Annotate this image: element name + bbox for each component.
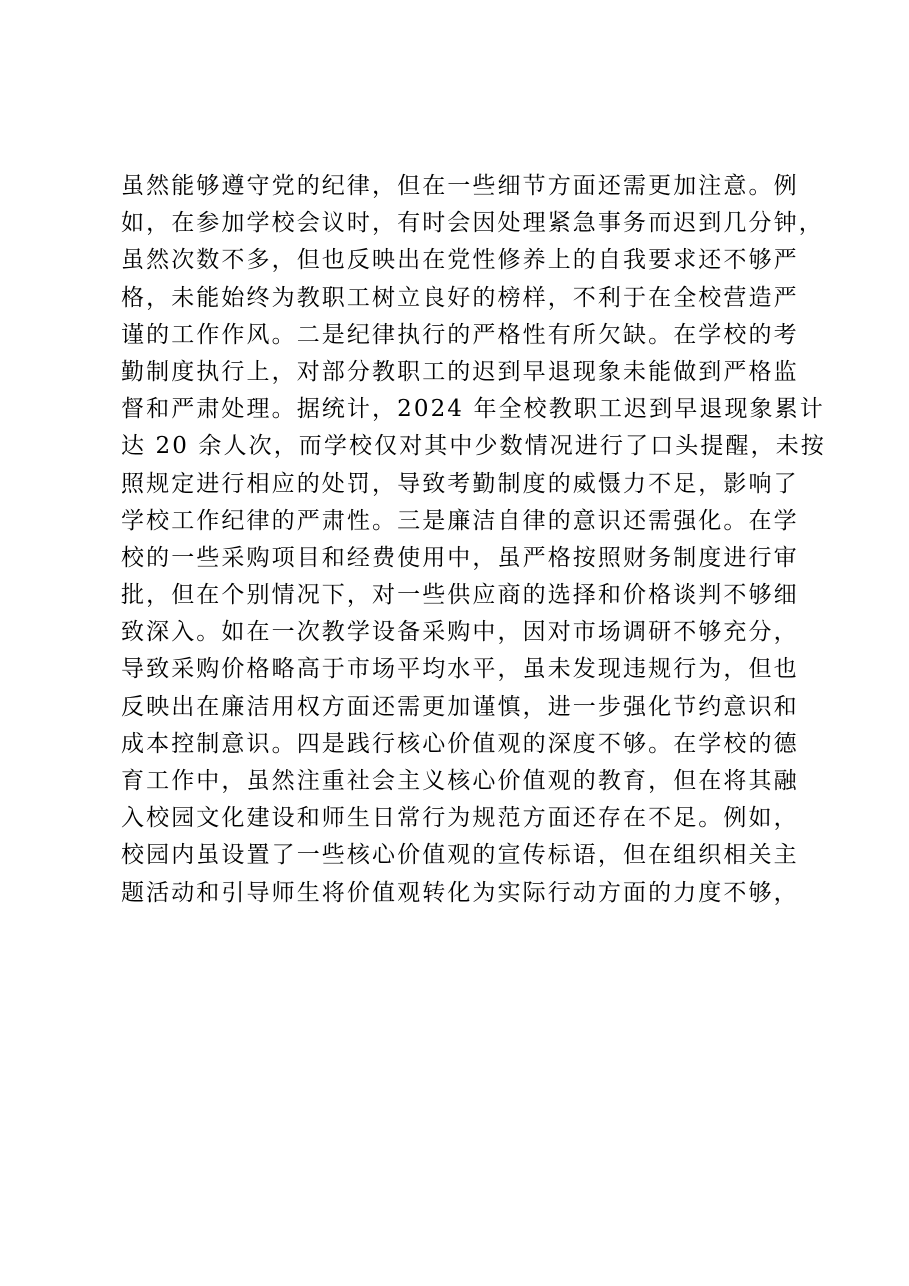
text-line: 督和严肃处理。据统计，2024 年全校教职工迟到早退现象累计 bbox=[121, 396, 825, 423]
text-line: 批，但在个别情况下，对一些供应商的选择和价格谈判不够细 bbox=[121, 582, 799, 609]
text-line: 入校园文化建设和师生日常行为规范方面还存在不足。例如， bbox=[121, 805, 799, 832]
text-line: 达 20 余人次，而学校仅对其中少数情况进行了口头提醒，未按 bbox=[121, 433, 826, 460]
text-line: 谨的工作作风。二是纪律执行的严格性有所欠缺。在学校的考 bbox=[121, 321, 799, 348]
text-line: 题活动和引导师生将价值观转化为实际行动方面的力度不够， bbox=[121, 879, 799, 906]
text-line: 勤制度执行上，对部分教职工的迟到早退现象未能做到严格监 bbox=[121, 358, 799, 385]
text-line: 育工作中，虽然注重社会主义核心价值观的教育，但在将其融 bbox=[121, 768, 799, 794]
text-line: 校的一些采购项目和经费使用中，虽严格按照财务制度进行审 bbox=[121, 544, 799, 571]
document-body bbox=[121, 168, 826, 912]
text-line: 虽然能够遵守党的纪律，但在一些细节方面还需更加注意。例 bbox=[121, 173, 799, 199]
text-line: 致深入。如在一次教学设备采购中，因对市场调研不够充分， bbox=[121, 619, 799, 646]
text-line: 导致采购价格略高于市场平均水平，虽未发现违规行为，但也 bbox=[121, 656, 799, 683]
text-line: 虽然次数不多，但也反映出在党性修养上的自我要求还不够严 bbox=[121, 247, 799, 274]
text-line: 校园内虽设置了一些核心价值观的宣传标语，但在组织相关主 bbox=[121, 842, 799, 869]
text-line: 成本控制意识。四是践行核心价值观的深度不够。在学校的德 bbox=[121, 730, 799, 757]
text-line: 格，未能始终为教职工树立良好的榜样，不利于在全校营造严 bbox=[121, 284, 799, 311]
text-line: 学校工作纪律的严肃性。三是廉洁自律的意识还需强化。在学 bbox=[121, 507, 799, 534]
text-line: 如，在参加学校会议时，有时会因处理紧急事务而迟到几分钟， bbox=[121, 210, 824, 237]
text-line: 照规定进行相应的处罚，导致考勤制度的威慑力不足，影响了 bbox=[121, 470, 799, 497]
text-line: 反映出在廉洁用权方面还需更加谨慎，进一步强化节约意识和 bbox=[121, 693, 799, 720]
